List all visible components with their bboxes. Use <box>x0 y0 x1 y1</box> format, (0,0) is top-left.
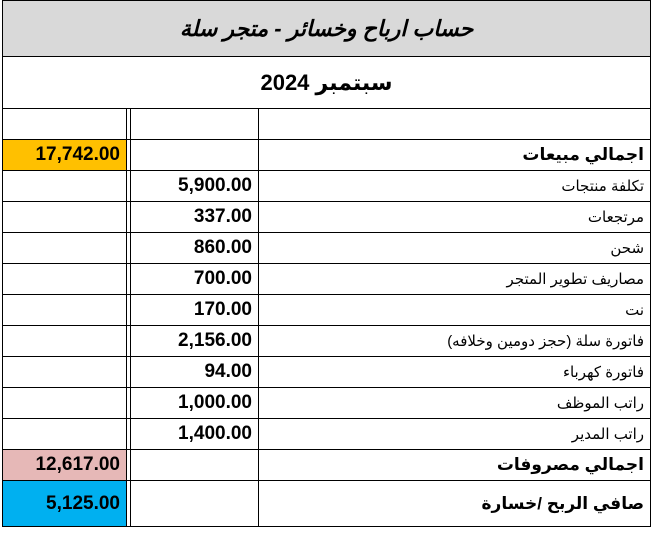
expense-row <box>3 388 651 419</box>
expense-row <box>3 171 651 202</box>
expense-row <box>3 264 651 295</box>
expense-value[interactable]: 2,156.00 <box>131 326 259 357</box>
expense-row <box>3 295 651 326</box>
empty-row <box>3 109 651 140</box>
cell[interactable] <box>3 233 127 264</box>
total-sales-row <box>3 140 651 171</box>
cell[interactable] <box>131 140 259 171</box>
cell[interactable] <box>3 109 127 140</box>
cell[interactable] <box>3 357 127 388</box>
expense-label[interactable]: مصاريف تطوير المتجر <box>259 264 651 295</box>
expense-value[interactable]: 1,400.00 <box>131 419 259 450</box>
cell[interactable] <box>131 481 259 527</box>
sheet-period[interactable]: سبتمبر 2024 <box>3 57 651 109</box>
profit-loss-sheet <box>2 0 651 527</box>
expense-label[interactable]: راتب الموظف <box>259 388 651 419</box>
expense-label[interactable]: فاتورة كهرباء <box>259 357 651 388</box>
expense-row <box>3 419 651 450</box>
net-profit-row <box>3 481 651 527</box>
cell[interactable] <box>131 450 259 481</box>
expense-value[interactable]: 5,900.00 <box>131 171 259 202</box>
total-expenses-row <box>3 450 651 481</box>
cell[interactable] <box>3 264 127 295</box>
cell[interactable] <box>3 388 127 419</box>
expense-label[interactable]: مرتجعات <box>259 202 651 233</box>
cell[interactable] <box>3 419 127 450</box>
expense-row <box>3 326 651 357</box>
cell[interactable] <box>3 326 127 357</box>
cell[interactable] <box>3 202 127 233</box>
total-expenses-label[interactable]: اجمالي مصروفات <box>259 450 651 481</box>
cell[interactable] <box>259 109 651 140</box>
expense-value[interactable]: 1,000.00 <box>131 388 259 419</box>
net-profit-label[interactable]: صافي الربح /خسارة <box>259 481 651 527</box>
cell[interactable] <box>131 109 259 140</box>
expense-value[interactable]: 860.00 <box>131 233 259 264</box>
sheet-title[interactable]: حساب ارباح وخسائر - متجر سلة <box>3 1 651 57</box>
cell[interactable] <box>3 171 127 202</box>
expense-label[interactable]: شحن <box>259 233 651 264</box>
period-row <box>3 57 651 109</box>
expense-label[interactable]: نت <box>259 295 651 326</box>
expense-value[interactable]: 94.00 <box>131 357 259 388</box>
cell[interactable] <box>3 295 127 326</box>
total-sales-value[interactable]: 17,742.00 <box>3 140 127 171</box>
total-expenses-value[interactable]: 12,617.00 <box>3 450 127 481</box>
expense-value[interactable]: 700.00 <box>131 264 259 295</box>
expense-label[interactable]: راتب المدير <box>259 419 651 450</box>
expense-value[interactable]: 337.00 <box>131 202 259 233</box>
expense-label[interactable]: تكلفة منتجات <box>259 171 651 202</box>
expense-label[interactable]: فاتورة سلة (حجز دومين وخلافه) <box>259 326 651 357</box>
expense-row <box>3 357 651 388</box>
net-profit-value[interactable]: 5,125.00 <box>3 481 127 527</box>
expense-row <box>3 202 651 233</box>
title-row <box>3 1 651 57</box>
expense-value[interactable]: 170.00 <box>131 295 259 326</box>
expense-row <box>3 233 651 264</box>
total-sales-label[interactable]: اجمالي مبيعات <box>259 140 651 171</box>
